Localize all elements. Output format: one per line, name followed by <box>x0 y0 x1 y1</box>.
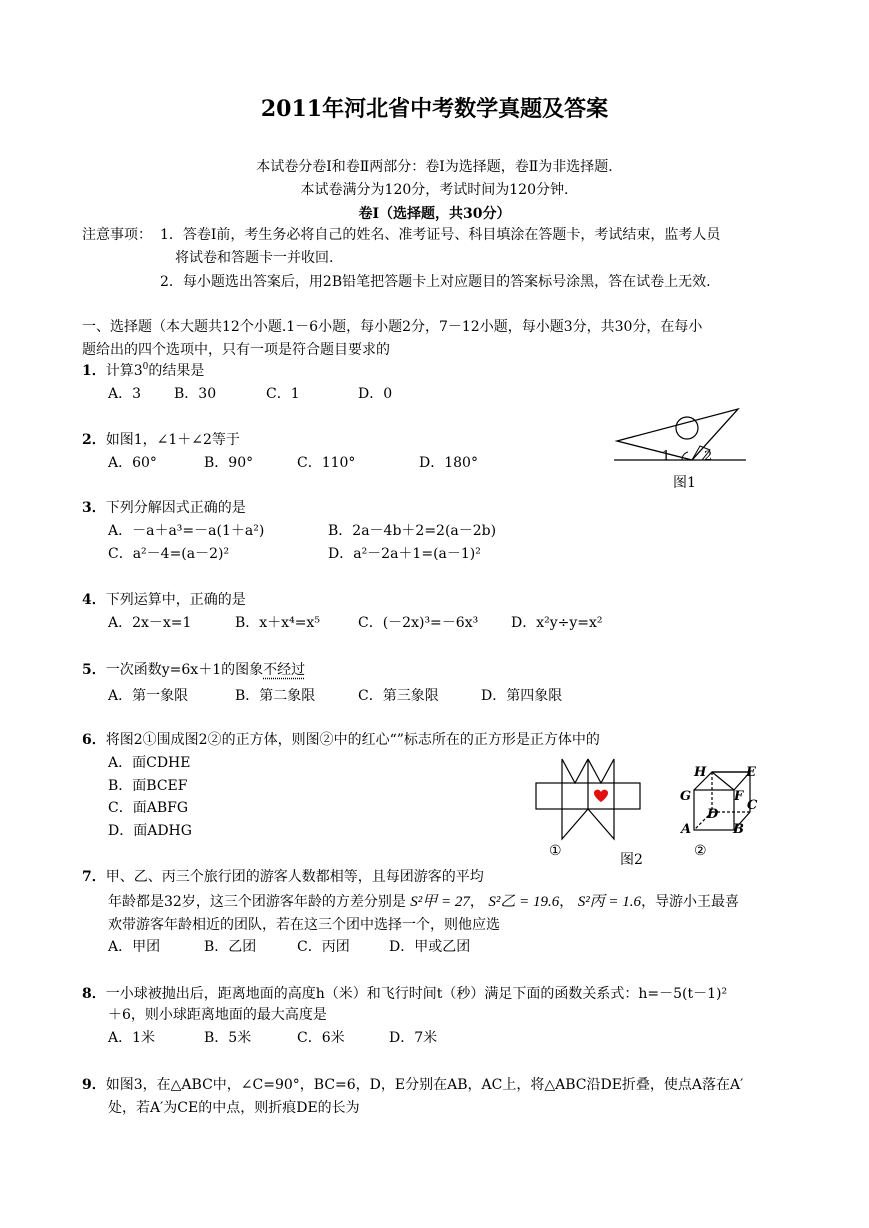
section-heading: 卷Ⅰ（选择题，共30分） <box>358 206 511 222</box>
q7-option-a: A．甲团 <box>108 939 161 955</box>
cube-label-g: G <box>680 789 692 804</box>
q1-option-c: C．1 <box>266 386 300 402</box>
q7-variance-1: S²甲 = 27 <box>410 894 470 910</box>
question-7 <box>82 866 484 886</box>
q8-line-1: 一小球被抛出后，距离地面的高度h（米）和飞行时间t（秒）满足下面的函数关系式：h=－5(t－1)² <box>105 986 728 1002</box>
q6-number: 6． <box>82 732 106 748</box>
q3-number: 3． <box>82 500 106 516</box>
q3-option-b: B．2a－4b＋2=2(a－2b) <box>328 523 497 539</box>
cube-label-h: H <box>694 765 707 780</box>
q2-option-d: D．180° <box>419 455 478 471</box>
q6-option-b: B．面BCEF <box>108 778 188 794</box>
intro-line-1: 本试卷分卷Ⅰ和卷Ⅱ两部分：卷Ⅰ为选择题，卷Ⅱ为非选择题. <box>256 159 613 175</box>
question-8 <box>82 983 727 1003</box>
cube-label-b: B <box>733 822 744 837</box>
q2-option-c: C．110° <box>297 455 356 471</box>
q7-variance-2: S²乙 = 19.6 <box>488 894 560 910</box>
figure-2-caption: 图2 <box>620 852 643 868</box>
figure-1-angle-2-label: 2 <box>704 449 713 464</box>
cube-label-a: A <box>681 822 692 837</box>
question-3 <box>82 497 246 517</box>
cube-label-e: E <box>746 765 756 780</box>
question-1 <box>82 360 204 380</box>
intro-line-2: 本试卷满分为120分，考试时间为120分钟. <box>300 182 569 198</box>
q4-number: 4． <box>82 592 106 608</box>
cube-label-d: D <box>707 807 719 822</box>
figure-1-triangle <box>612 404 752 468</box>
q7-number: 7． <box>82 869 106 885</box>
q7-line-2a: 年龄都是32岁，这三个团游客年龄的方差分别是 <box>108 894 406 910</box>
figure-2-label-2: ② <box>694 843 707 859</box>
q4-option-b: B．x＋x⁴=x⁵ <box>235 615 320 631</box>
q6-option-c: C．面ABFG <box>108 800 189 816</box>
q4-option-c: C．(－2x)³=－6x³ <box>358 615 479 631</box>
q7-option-c: C．丙团 <box>297 939 350 955</box>
part1-line-2: 题给出的四个选项中，只有一项是符合题目要求的 <box>82 342 390 358</box>
q4-option-a: A．2x－x=1 <box>108 615 192 631</box>
q6-option-a: A．面CDHE <box>108 755 191 771</box>
q7-option-b: B．乙团 <box>204 939 257 955</box>
note-1b: 将试卷和答题卡一并收回. <box>175 250 334 266</box>
note-2: 2．每小题选出答案后，用2B铅笔把答题卡上对应题目的答案标号涂黑，答在试卷上无效. <box>160 274 711 290</box>
q3-text: 下列分解因式正确的是 <box>105 500 246 516</box>
q8-option-c: C．6米 <box>297 1030 345 1046</box>
q7-line-3: 欢带游客年龄相近的团队，若在这三个团中选择一个，则他应选 <box>108 917 500 933</box>
q6-option-d: D．面ADHG <box>108 823 192 839</box>
q7-line-2: 年龄都是32岁，这三个团游客年龄的方差分别是 S²甲 = 27， S²乙 = 19.6， S²丙 = 1.6，导游小王最喜 <box>108 894 740 910</box>
q5-number: 5． <box>82 662 106 678</box>
q5-text: 一次函数y=6x＋1的图象 <box>105 662 264 678</box>
cube-label-f: F <box>734 789 744 804</box>
q7-line-2b: ，导游小王最喜 <box>641 894 740 910</box>
notes-label: 注意事项： <box>82 227 152 243</box>
q1-exponent: 0 <box>142 362 149 372</box>
q3-option-c: C．a²－4=(a－2)² <box>108 546 230 562</box>
q8-option-d: D．7米 <box>389 1030 438 1046</box>
q1-text-pre: 计算3 <box>105 363 143 379</box>
q2-option-b: B．90° <box>204 455 254 471</box>
q1-option-a: A．3 <box>108 386 142 402</box>
question-6 <box>82 729 600 749</box>
q8-line-2: ＋6，则小球距离地面的最大高度是 <box>108 1007 327 1023</box>
q5-emphasis: 不经过 <box>263 662 306 678</box>
q8-option-b: B．5米 <box>204 1030 252 1046</box>
q4-option-d: D．x²y÷y=x² <box>511 615 603 631</box>
q8-option-a: A．1米 <box>108 1030 156 1046</box>
q3-option-d: D．a²－2a＋1=(a－1)² <box>328 546 481 562</box>
q8-number: 8． <box>82 986 106 1002</box>
q9-line-1: 如图3，在△ABC中，∠C=90°，BC=6，D，E分别在AB，AC上，将△ABC沿DE折叠，使点A落在A′ <box>105 1077 744 1093</box>
q6-text: 将图2①围成图2②的正方体，则图②中的红心“”标志所在的正方形是正方体中的 <box>105 732 600 748</box>
note-1a: 1．答卷Ⅰ前，考生务必将自己的姓名、准考证号、科目填涂在答题卡，考试结束，监考人员 <box>160 227 721 243</box>
figure-1-angle-1-label: 1 <box>662 449 671 464</box>
q2-option-a: A．60° <box>108 455 157 471</box>
cube-label-c: C <box>747 798 758 813</box>
figure-2-label-1: ① <box>549 843 562 859</box>
part1-line-1: 一、选择题（本大题共12个小题.1－6小题，每小题2分，7－12小题，每小题3分，共30分，在每小 <box>82 319 703 335</box>
q3-option-a: A．－a＋a³=－a(1＋a²) <box>108 523 265 539</box>
question-5 <box>82 659 305 679</box>
q7-line-1: 甲、乙、丙三个旅行团的游客人数都相等，且每团游客的平均 <box>105 869 484 885</box>
q2-number: 2． <box>82 432 106 448</box>
figure-1-caption: 图1 <box>673 475 696 491</box>
q1-option-b: B．30 <box>174 386 217 402</box>
q1-text-post: 的结果是 <box>148 363 205 379</box>
page-title: 2011年河北省中考数学真题及答案 <box>260 96 609 122</box>
q9-number: 9． <box>82 1077 106 1093</box>
q5-option-d: D．第四象限 <box>481 688 563 704</box>
q1-option-d: D．0 <box>358 386 393 402</box>
question-2 <box>82 429 240 449</box>
q7-variance-3: S²丙 = 1.6 <box>577 894 642 910</box>
figure-2-net <box>534 757 644 842</box>
question-9 <box>82 1074 743 1094</box>
q4-text: 下列运算中，正确的是 <box>105 592 246 608</box>
q5-option-c: C．第三象限 <box>358 688 439 704</box>
q7-option-d: D．甲或乙团 <box>389 939 471 955</box>
q5-option-b: B．第二象限 <box>235 688 316 704</box>
q5-option-a: A．第一象限 <box>108 688 189 704</box>
question-4 <box>82 589 246 609</box>
q1-number: 1． <box>82 363 106 379</box>
q2-text: 如图1，∠1＋∠2等于 <box>105 432 240 448</box>
q9-line-2: 处，若A′为CE的中点，则折痕DE的长为 <box>108 1100 360 1116</box>
